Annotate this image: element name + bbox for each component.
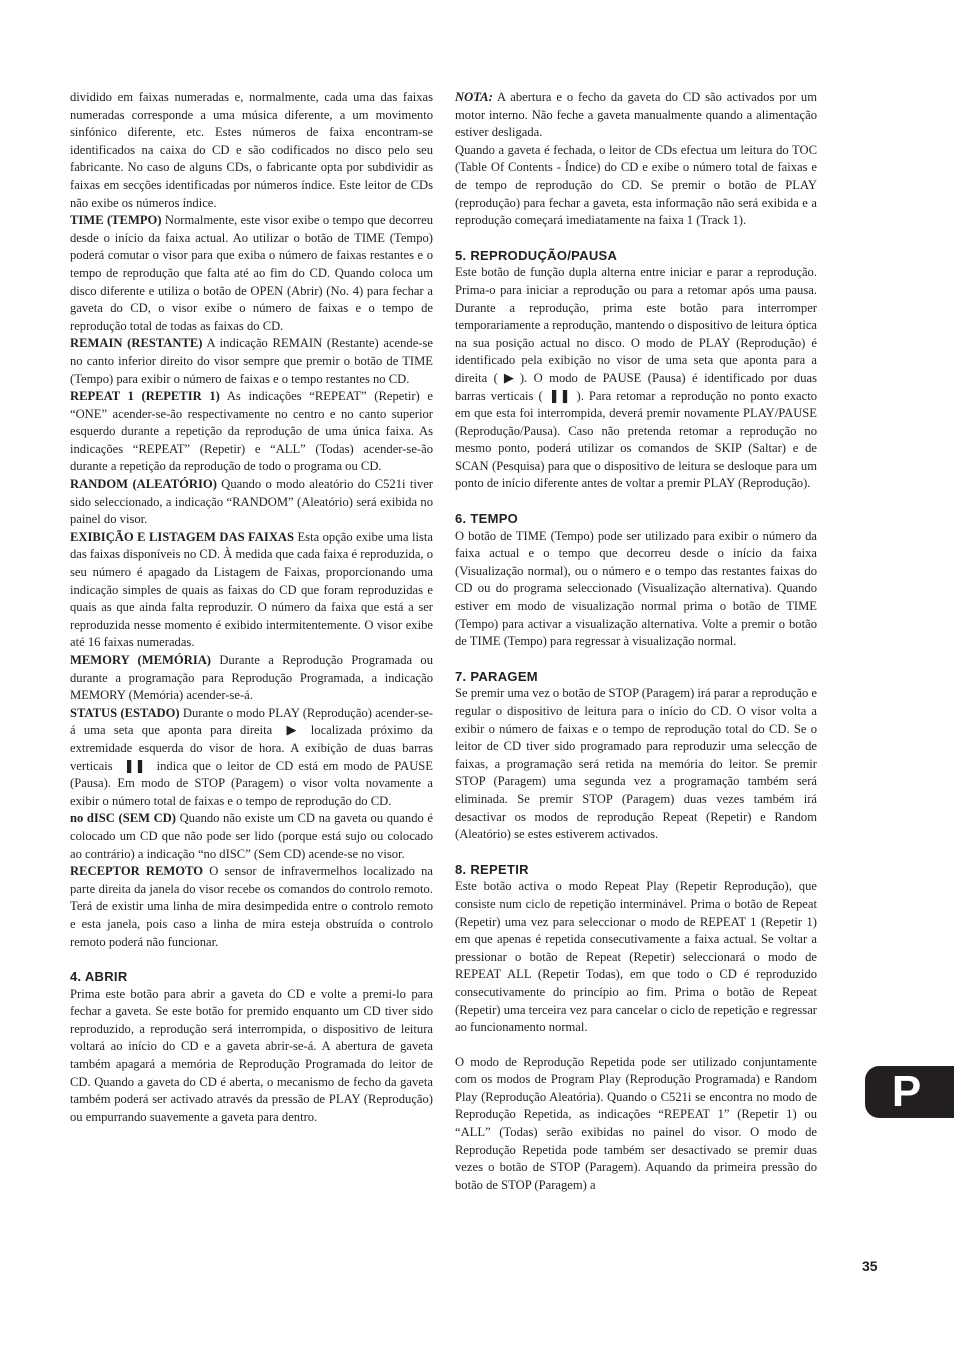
toc-paragraph: Quando a gaveta é fechada, o leitor de CDs efectua um leitura do TOC (Table Of Contents - Índice) do CD e exibe o número total de faixas e de tempo de reprodução do CD. Se premir o botão de PLAY (reprodução) para fechar a gaveta, esta informação não será exibida e a reprodução começará imediatamente na faixa 1 (Track 1). bbox=[455, 142, 817, 228]
nota-label: NOTA: bbox=[455, 90, 493, 104]
left-column bbox=[70, 89, 433, 1126]
abrir-paragraph: Prima este botão para abrir a gaveta do CD e volte a premi-lo para fechar a gaveta. Se este botão for premido enquanto um CD tiver sido reproduzido, a reprodução será interrompida, o dispositivo de leitura voltará ao início do CD e a gaveta abrir-se-á. A abertura de gaveta também apagará a memória de Reprodução Programada do leitor de CD. Quando a gaveta do CD é aberta, o mecanismo de fecho da gaveta também poderá ser activado através da pressão de PLAY (Reprodução) ou empurrando suavemente a gaveta para dentro. bbox=[70, 986, 433, 1124]
remain-label: REMAIN (RESTANTE) bbox=[70, 336, 203, 351]
tempo-heading: 6. TEMPO bbox=[455, 511, 519, 527]
memory-entry: MEMORY (MEMÓRIA) Durante a Reprodução Programada ou durante a programação para Reprodução Programada, a indicação MEMORY (Memória) acender-se-á. bbox=[70, 653, 434, 703]
receptor-label: RECEPTOR REMOTO bbox=[70, 864, 204, 879]
tempo-paragraph: O botão de TIME (Tempo) pode ser utilizado para exibir o número da faixa actual e o tempo que decorreu desde o início da faixa (Visualização normal), ou o número e o tempo das restantes faixas do CD ou do programa seleccionado (Visualização alternativa). Quando estiver em modo de visualização normal prima o botão de TIME (Tempo) para activar a visualização alternativa. Volte a premir o botão de TIME (Tempo) para regressar à visualização normal. bbox=[455, 528, 817, 649]
repeat-label: REPEAT 1 (REPETIR 1) bbox=[70, 389, 220, 404]
repetir-paragraph-2: O modo de Reprodução Repetida pode ser utilizado conjuntamente com os modos de Program Play (Reprodução Programada) e Random Play (Reprodução Aleatória). Quando o C521i se encontra no modo de Reprodução Repetida, as indicações “REPEAT 1” (Repetir 1) ou “ALL” (Todas) serão exibidas no painel do visor. O modo de Reprodução Repetida pode também ser desactivado se premir duas vezes o botão de STOP (Paragem). Aquando da primeira pressão do botão de STOP (Paragem) a bbox=[455, 1054, 817, 1192]
nodisc-label: no dISC (SEM CD) bbox=[70, 811, 176, 826]
spacer bbox=[455, 493, 817, 510]
pause-bars-icon: ❚❚ bbox=[123, 758, 146, 774]
abrir-heading: 4. ABRIR bbox=[70, 969, 128, 985]
memory-label: MEMORY (MEMÓRIA) bbox=[70, 653, 212, 667]
repetir-heading: 8. REPETIR bbox=[455, 861, 529, 877]
nodisc-entry: no dISC (SEM CD) Quando não existe um CD na gaveta ou quando é colocado um CD que não pode ser lido (porque está sujo ou colocado ao contrário) a indicação “no dISC” (Sem CD) acende-se no visor. bbox=[70, 811, 433, 861]
status-label: STATUS (ESTADO) bbox=[70, 705, 180, 720]
play-arrow-icon: ▶ bbox=[503, 370, 514, 386]
time-entry: TIME (TEMPO) Normalmente, este visor exibe o tempo que decorreu desde o início da faixa actual. Ao utilizar o botão de TIME (Tempo) poderá comutar o visor para que exiba o número de faixas restantes e o tempo de reprodução que falta até ao fim do CD. Quando coloca um disco diferente e utiliza o botão de OPEN (Abrir) (No. 4) para fechar a gaveta do CD, o visor exibe o número de faixas e o tempo de reprodução total de todas as faixas do CD. bbox=[70, 213, 433, 333]
repeat-entry: REPEAT 1 (REPETIR 1) As indicações “REPEAT” (Repetir) e “ONE” acender-se-ão respectivamente no centro e no canto superior esquerdo durante a repetição da reprodução de uma única faixa. As indicações “REPEAT” (Repetir) e “ALL” (Todas) acender-se-ão durante a repetição da reprodução de todo o programa ou CD. bbox=[70, 389, 433, 474]
random-entry: RANDOM (ALEATÓRIO) Quando o modo aleatório do C521i tiver sido seleccionado, a indicação “RANDOM” (Aleatório) será exibida no painel do visor. bbox=[70, 477, 433, 527]
spacer bbox=[70, 951, 433, 968]
pause-bars-icon: ❚❚ bbox=[548, 388, 571, 404]
spacer bbox=[455, 230, 817, 247]
spacer bbox=[455, 844, 817, 861]
reproducao-heading: 5. REPRODUÇÃO/PAUSA bbox=[455, 247, 618, 263]
play-arrow-icon: ▶ bbox=[286, 723, 297, 739]
language-tab-letter: P bbox=[891, 1067, 922, 1116]
paragem-paragraph: Se premir uma vez o botão de STOP (Paragem) irá parar a reprodução e regular o dispositivo de leitura para o início do CD. O visor volta a exibir o número de faixas e o tempo de reprodução total do CD. Se o leitor de CD tiver sido programado para reproduzir uma selecção de faixas, a programação será retida na memória do leitor. Se premir STOP (Paragem) uma segunda vez a programação também será eliminada. Se premir STOP (Paragem) duas vezes também irá desactivar os modos de reprodução Repeat (Repetir) e Random (Aleatório) se estes estiverem activados. bbox=[455, 686, 817, 842]
spacer bbox=[455, 1037, 817, 1054]
exibicao-entry: EXIBIÇÃO E LISTAGEM DAS FAIXAS Esta opção exibe uma lista das faixas disponíveis no CD. À medida que cada faixa é reproduzida, o seu número é apagado da Listagem de Faixas, proporcionando uma indicação simples de quais as faixas do CD que foram reproduzidas e quais as que ainda falta reproduzir. O número da faixa que está a ser reproduzida nesse momento é exibido intermitentemente. O visor exibe até 16 faixas numeradas. bbox=[70, 529, 434, 650]
right-column bbox=[455, 89, 817, 1194]
spacer bbox=[455, 651, 817, 668]
status-entry: STATUS (ESTADO) Durante o modo PLAY (Reprodução) acender-se-á uma seta que aponta para direita ▶ localizada próximo da extremidade esquerda do visor de hora. A exibição de duas barras verticais ❚❚ indica que o leitor de CD está em modo de PAUSE (Pausa). Em modo de STOP (Paragem) o visor volta novamente a exibir o número total de faixas e o tempo de reprodução do CD. bbox=[70, 705, 433, 808]
exibicao-label: EXIBIÇÃO E LISTAGEM DAS FAIXAS bbox=[70, 529, 295, 544]
time-label: TIME (TEMPO) bbox=[70, 213, 162, 228]
remain-entry: REMAIN (RESTANTE) A indicação REMAIN (Restante) acende-se no canto inferior direito do visor sempre que premir o botão de TIME (Tempo) para exibir o número de faixas e o tempo restantes no CD. bbox=[70, 336, 433, 386]
intro-paragraph: dividido em faixas numeradas e, normalmente, cada uma das faixas numeradas corresponde a uma música diferente, a um movimento sinfónico diferente, etc. Estes números de faixa encontram-se identificados na caixa do CD e são codificados no disco pelo seu fabricante. No caso de alguns CDs, o fabricante opta por subdividir as faixas em secções identificadas por números índice. Este leitor de CDs não exibe os números índice. bbox=[70, 90, 433, 210]
receptor-entry: RECEPTOR REMOTO O sensor de infravermelhos localizado na parte direita da janela do visor recebe os comandos do controlo remoto. Terá de existir uma linha de mira desimpedida entre o controlo remoto e esta janela, pois caso a linha de mira esteja obstruída o controlo remoto poderá não funcionar. bbox=[70, 864, 433, 949]
page-number: 35 bbox=[862, 1258, 878, 1274]
reproducao-paragraph: Este botão de função dupla alterna entre iniciar e parar a reprodução. Prima-o para iniciar a reprodução ou para a retomar após uma pausa. Durante a reprodução, prima este botão para interromper temporariamente a reprodução, mantendo o dispositivo de leitura óptica na sua posição actual no disco. O modo de PLAY (Reprodução) é identificado pela exibição no visor de uma seta que aponta para a direita ( ▶ ). O modo de PAUSE (Pausa) é identificado por duas barras verticais ( ❚❚ ). Para retomar a reprodução no ponto exacto em que esta foi interrompida, deverá premir novamente PLAY/PAUSE (Reprodução/Pausa). Caso não pretenda retomar a reprodução no mesmo ponto, poderá utilizar os comandos de SKIP (Saltar) e de SCAN (Pesquisa) para que o dispositivo de leitura se desloque para um ponto de início diferente antes de voltar a premir PLAY (Reprodução). bbox=[455, 265, 818, 491]
repetir-paragraph-1: Este botão activa o modo Repeat Play (Repetir Reprodução), que consiste num ciclo de repetição interminável. Prima o botão de Repeat (Repetir) uma vez para seleccionar o modo de REPEAT 1 (Repetir 1) em que apenas é repetida consecutivamente a faixa actual. Se voltar a pressionar o botão de Repeat (Repetir) seleccionará o modo de REPEAT ALL (Repetir Todas), em que todo o CD é reproduzido consecutivamente do princípio ao fim. Prima o botão de Repeat (Repetir) uma terceira vez para cancelar o ciclo de repetição e regressar ao funcionamento normal. bbox=[455, 879, 817, 1035]
nota-paragraph: NOTA: A abertura e o fecho da gaveta do CD são activados por um motor interno. Não feche a gaveta manualmente quando a alimentação estiver desligada. bbox=[455, 90, 817, 140]
paragem-heading: 7. PARAGEM bbox=[455, 668, 538, 684]
random-label: RANDOM (ALEATÓRIO) bbox=[70, 477, 217, 492]
language-tab bbox=[865, 1066, 954, 1118]
